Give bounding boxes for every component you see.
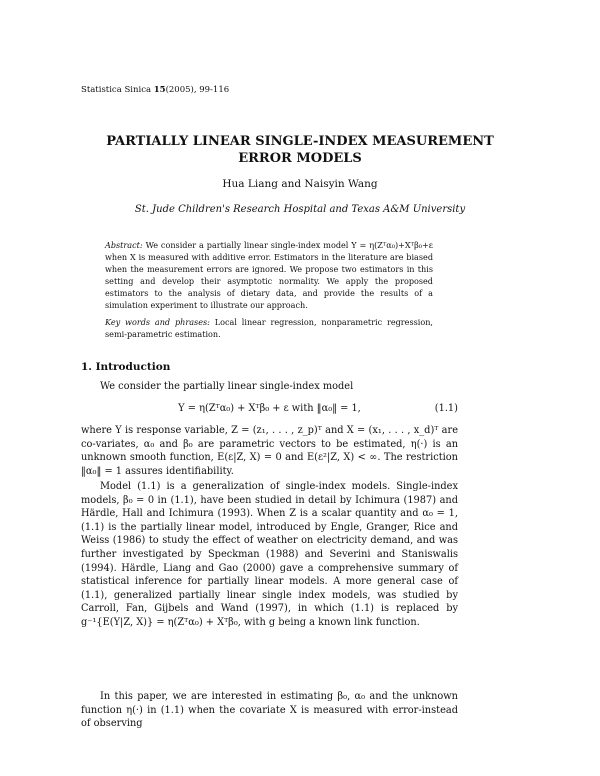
paragraph-2-text: where Y is response variable, Z = (z₁, . . . , z_p)ᵀ and X = (x₁, . . . , x_d)ᵀ are co-variates, α₀ and β₀ are parametric vectors to be estimated, η(·) is an unknown smooth function, E(ε|Z, X) = 0 and E(ε²|Z, X) < ∞. The restriction ‖α₀‖ = 1 assures identifiability. [81, 425, 458, 477]
affiliation: St. Jude Children's Research Hospital and Texas A&M University [134, 204, 466, 215]
paragraph-3 [81, 480, 458, 630]
paragraph-1-text: We consider the partially linear single-index model [100, 381, 354, 392]
section-title: Introduction [95, 361, 171, 373]
abstract-text: We consider a partially linear single-index model Y = η(Zᵀα₀)+Xᵀβ₀+ε when X is measured with additive error. Estimators in the literature are biased when the measurement errors are ignored. We propose two estimators in this setting and develop their asymptotic normality. We apply the proposed estimators to the analysis of dietary data, and provide the results of a simulation experiment to illustrate our approach. [105, 240, 433, 311]
authors: Hua Liang and Naisyin Wang [222, 178, 378, 190]
journal-header [81, 85, 229, 95]
paragraph-2 [81, 424, 458, 478]
keywords-label: Key words and phrases: [105, 317, 210, 327]
section-heading [81, 361, 170, 373]
paragraph-4-text: In this paper, we are interested in estimating β₀, α₀ and the unknown function η(·) in (1.1) when the covariate X is measured with error-instead of observing [81, 691, 458, 730]
equation-body: Y = η(Zᵀα₀) + Xᵀβ₀ + ε with ‖α₀‖ = 1, [178, 403, 361, 414]
abstract-label: Abstract: [105, 240, 143, 250]
paper-title-line-1: PARTIALLY LINEAR SINGLE-INDEX MEASUREMENT [106, 134, 494, 149]
journal-year-pages: (2005), 99-116 [165, 85, 230, 95]
paragraph-1 [81, 380, 458, 394]
paper-title-line-2: ERROR MODELS [238, 151, 362, 166]
section-number: 1. [81, 361, 92, 373]
equation-1-1 [81, 403, 458, 419]
equation-number: (1.1) [434, 403, 458, 414]
keywords [105, 316, 433, 340]
journal-name: Statistica Sinica [81, 85, 152, 95]
abstract [105, 239, 433, 312]
journal-volume: 15 [153, 85, 166, 95]
keywords-text: Local linear regression, nonparametric regression, semi-parametric estimation. [105, 317, 434, 340]
paragraph-3-text: Model (1.1) is a generalization of single-index models. Single-index models, β₀ = 0 in (1.1), have been studied in detail by Ichimura (1987) and Härdle, Hall and Ichimura (1993). When Z is a scalar quantity and α₀ = 1, (1.1) is the partially linear model, introduced by Engle, Granger, Rice and Weiss (1986) to study the effect of weather on electricity demand, and was further investigated by Speckman (1988) and Severini and Staniswalis (1994). Härdle, Liang and Gao (2000) gave a comprehensive summary of statistical inference for partially linear models. A more general case of (1.1), generalized partially linear single index models, was studied by Carroll, Fan, Gijbels and Wand (1997), in which (1.1) is replaced by g⁻¹{E(Y|Z, X)} = η(Zᵀα₀) + Xᵀβ₀, with g being a known link function. [81, 481, 458, 628]
paragraph-4 [81, 690, 458, 731]
paper-title [60, 133, 540, 167]
